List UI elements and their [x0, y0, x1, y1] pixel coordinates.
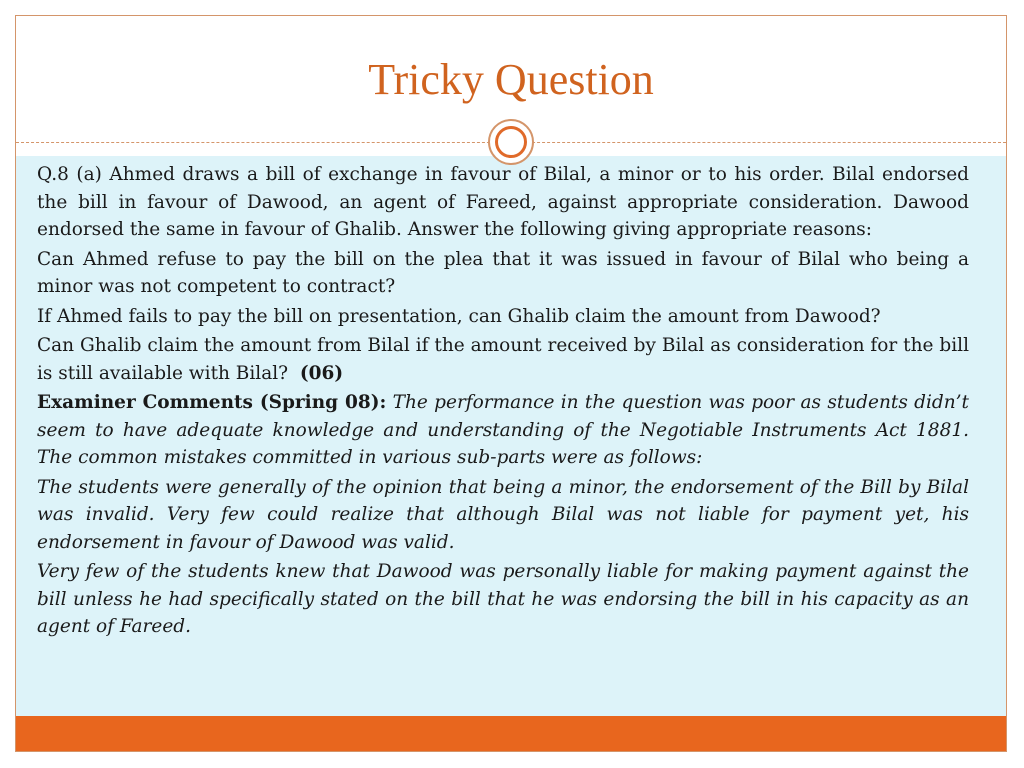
- circle-ornament-inner: [495, 126, 527, 158]
- marks-label: (06): [299, 362, 344, 384]
- circle-ornament-icon: [488, 119, 534, 165]
- slide-frame: [15, 15, 1007, 752]
- slide-title: Tricky Question: [368, 55, 654, 104]
- sub-question-2: If Ahmed fails to pay the bill on presentation, can Ghalib claim the amount from Dawood?: [37, 305, 881, 327]
- slide-body: [37, 161, 969, 643]
- mistake-2-text: Very few of the students knew that Dawood was personally liable for making payment against the bill unless he had specifically stated on the bill that he was endorsing the bill in his capacity as an agent of Fareed.: [37, 561, 969, 637]
- mistake-1: [37, 474, 969, 557]
- examiner-comment-text: The performance in the question was poor as students didn’t seem to have adequate knowledge and understanding of the Negotiable Instruments Act 1881. The common mistakes committed in various sub-parts were as follows:: [37, 392, 969, 468]
- sub-question-1: Can Ahmed refuse to pay the bill on the plea that it was issued in favour of Bilal who being a minor was not competent to contract?: [37, 248, 969, 297]
- bottom-accent-bar: [16, 716, 1006, 751]
- question-text: Q.8 (a) Ahmed draws a bill of exchange in favour of Bilal, a minor or to his order. Bilal endorsed the bill in favour of Dawood, an agent of Fareed, against appropriate consideration. Dawood endorsed the same in favour of Ghalib. Answer the following giving appropriate reasons:: [37, 164, 969, 240]
- examiner-comments: [37, 389, 969, 472]
- examiner-label: Examiner Comments (Spring 08):: [37, 392, 387, 413]
- mistake-2: [37, 558, 969, 641]
- sub-question-3: [37, 332, 969, 387]
- mistake-1-text: The students were generally of the opinion that being a minor, the endorsement of the Bill by Bilal was invalid. Very few could realize that although Bilal was not liable for payment yet, his endorsement in favour of Dawood was valid.: [37, 476, 969, 553]
- sub-question-3-text: Can Ghalib claim the amount from Bilal if the amount received by Bilal as consideration for the bill is still available with Bilal?: [37, 335, 969, 384]
